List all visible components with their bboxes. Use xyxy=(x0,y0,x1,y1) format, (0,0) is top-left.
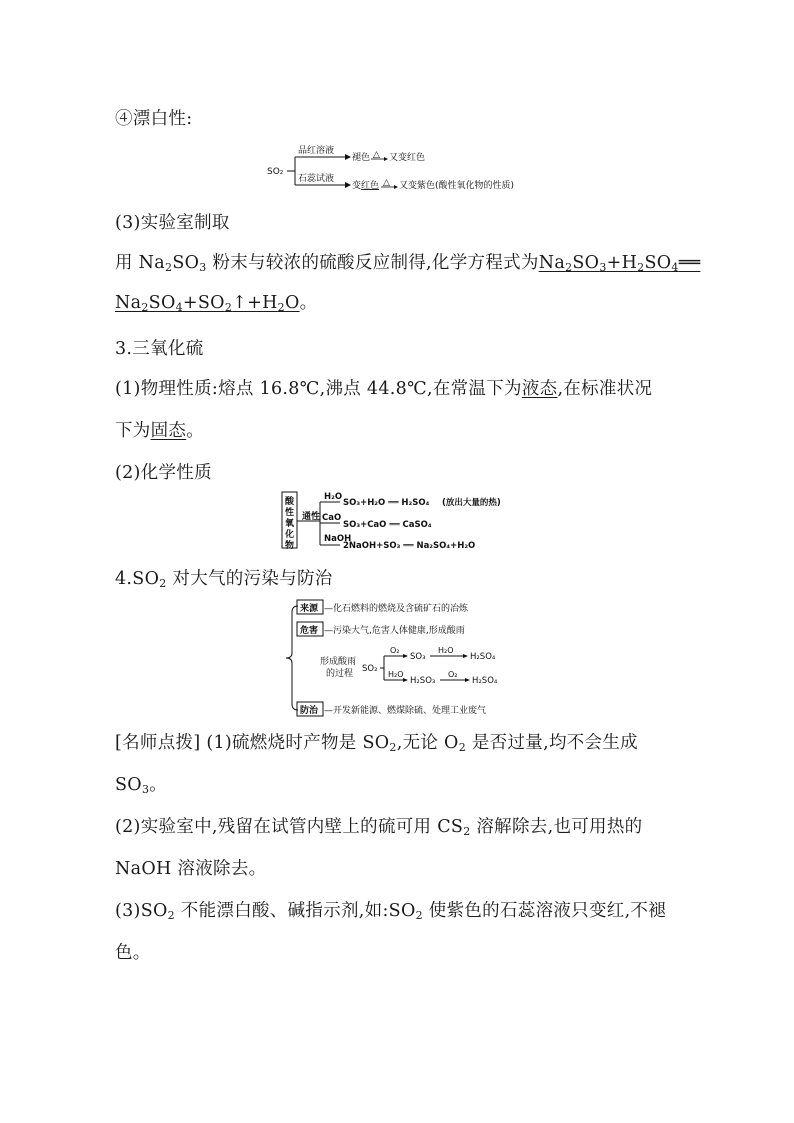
d3-h2so4-top: H₂SO₄ xyxy=(470,652,496,662)
d3-prevent-label: 防治 xyxy=(300,706,319,716)
so2-pollution-heading: $4.SO_2$ 对大气的污染与防治 xyxy=(115,569,333,590)
d3-so2: SO₂ xyxy=(362,664,378,674)
d2-r1-reagent: H₂O xyxy=(324,492,343,502)
d3-harm-text: —污染大气,危害人体健康,形成酸雨 xyxy=(324,626,465,636)
d3-process-label-2: 的过程 xyxy=(326,669,354,679)
d3-h2so4-bottom: H₂SO₄ xyxy=(472,676,498,686)
d2-box-label: 酸性氧化物 xyxy=(285,497,295,551)
d1-bottom-result-pre: 变 xyxy=(352,181,362,191)
d1-top-result: 褪色 xyxy=(352,153,371,163)
bleaching-heading: ④漂白性: xyxy=(115,109,193,129)
d1-so2: SO₂ xyxy=(267,167,284,177)
d3-process-label-1: 形成酸雨 xyxy=(320,657,357,667)
so3-heading: 3.三氧化硫 xyxy=(115,339,204,359)
d3-h2o-top: H₂O xyxy=(438,646,454,655)
d1-heat-bottom: △ xyxy=(383,178,390,188)
so3-physical-2: 下为固态。 xyxy=(115,421,205,441)
d3-prevent-text: —开发新能源、燃煤除硫、处理工业废气 xyxy=(324,706,487,716)
d1-bottom-result-u: 红色 xyxy=(361,181,380,191)
lab-prep-text-2: $Na_2SO_4+SO_2↑+H_2O$。 xyxy=(115,293,318,314)
lab-prep-text-1: 用 $Na_2SO_3$ 粉末与较浓的硫酸反应制得,化学方程式为$Na_2SO_3+H_2SO_4══$ xyxy=(115,253,701,274)
d2-r1-note: (放出大量的热) xyxy=(442,498,501,508)
d3-source-label: 来源 xyxy=(300,604,319,614)
so3-chemical-diagram xyxy=(280,490,540,552)
d3-harm-label: 危害 xyxy=(300,626,319,636)
so3-physical-1: (1)物理性质:熔点 16.8℃,沸点 44.8℃,在常温下为液态,在标准状况 xyxy=(115,379,653,399)
d2-r2-eq: SO₃+CaO ══ CaSO₄ xyxy=(343,520,432,530)
tip-1b: $SO_3$。 xyxy=(115,775,168,796)
so2-bleaching-diagram xyxy=(265,143,545,195)
d3-so3: SO₃ xyxy=(410,652,426,662)
d3-h2o-bottom: H₂O xyxy=(388,670,404,679)
d1-bottom-reagent: 石蕊试液 xyxy=(298,174,335,184)
tip-2b: NaOH 溶液除去。 xyxy=(115,859,267,879)
d1-top-after: 又变红色 xyxy=(389,153,426,163)
so3-chemical-heading: (2)化学性质 xyxy=(115,463,212,483)
lab-prep-heading: (3)实验室制取 xyxy=(115,213,230,233)
d3-o2-bottom: O₂ xyxy=(448,670,458,679)
d2-r1-eq: SO₃+H₂O ══ H₂SO₄ xyxy=(343,498,430,508)
d2-r2-reagent: CaO xyxy=(322,513,342,523)
tip-3a: $(3)SO_2$ 不能漂白酸、碱指示剂,如$:SO_2$ 使紫色的石蕊溶液只变红,不褪 xyxy=(115,901,667,922)
tip-1a: [名师点拨] (1)硫燃烧时产物是 $SO_2$,无论 $O_2$ 是否过量,均不会生成 xyxy=(115,733,638,754)
d1-top-reagent: 品红溶液 xyxy=(298,146,335,156)
d3-h2so3: H₂SO₃ xyxy=(410,676,436,686)
d2-tongxing: 通性 xyxy=(302,512,321,522)
d3-source-text: —化石燃料的燃烧及含硫矿石的冶炼 xyxy=(324,604,469,614)
tip-2a: (2)实验室中,残留在试管内壁上的硫可用 $CS_2$ 溶解除去,也可用热的 xyxy=(115,817,643,838)
d1-heat-top: △ xyxy=(373,150,380,160)
d2-r3-eq: 2NaOH+SO₃ ══ Na₂SO₄+H₂O xyxy=(343,541,476,551)
d1-bottom-after: 又变紫色(酸性氧化物的性质) xyxy=(399,181,515,191)
so2-pollution-diagram xyxy=(284,598,524,718)
tip-3b: 色。 xyxy=(115,943,151,963)
d3-o2-top: O₂ xyxy=(390,646,400,655)
d2-r3-reagent: NaOH xyxy=(324,534,352,544)
